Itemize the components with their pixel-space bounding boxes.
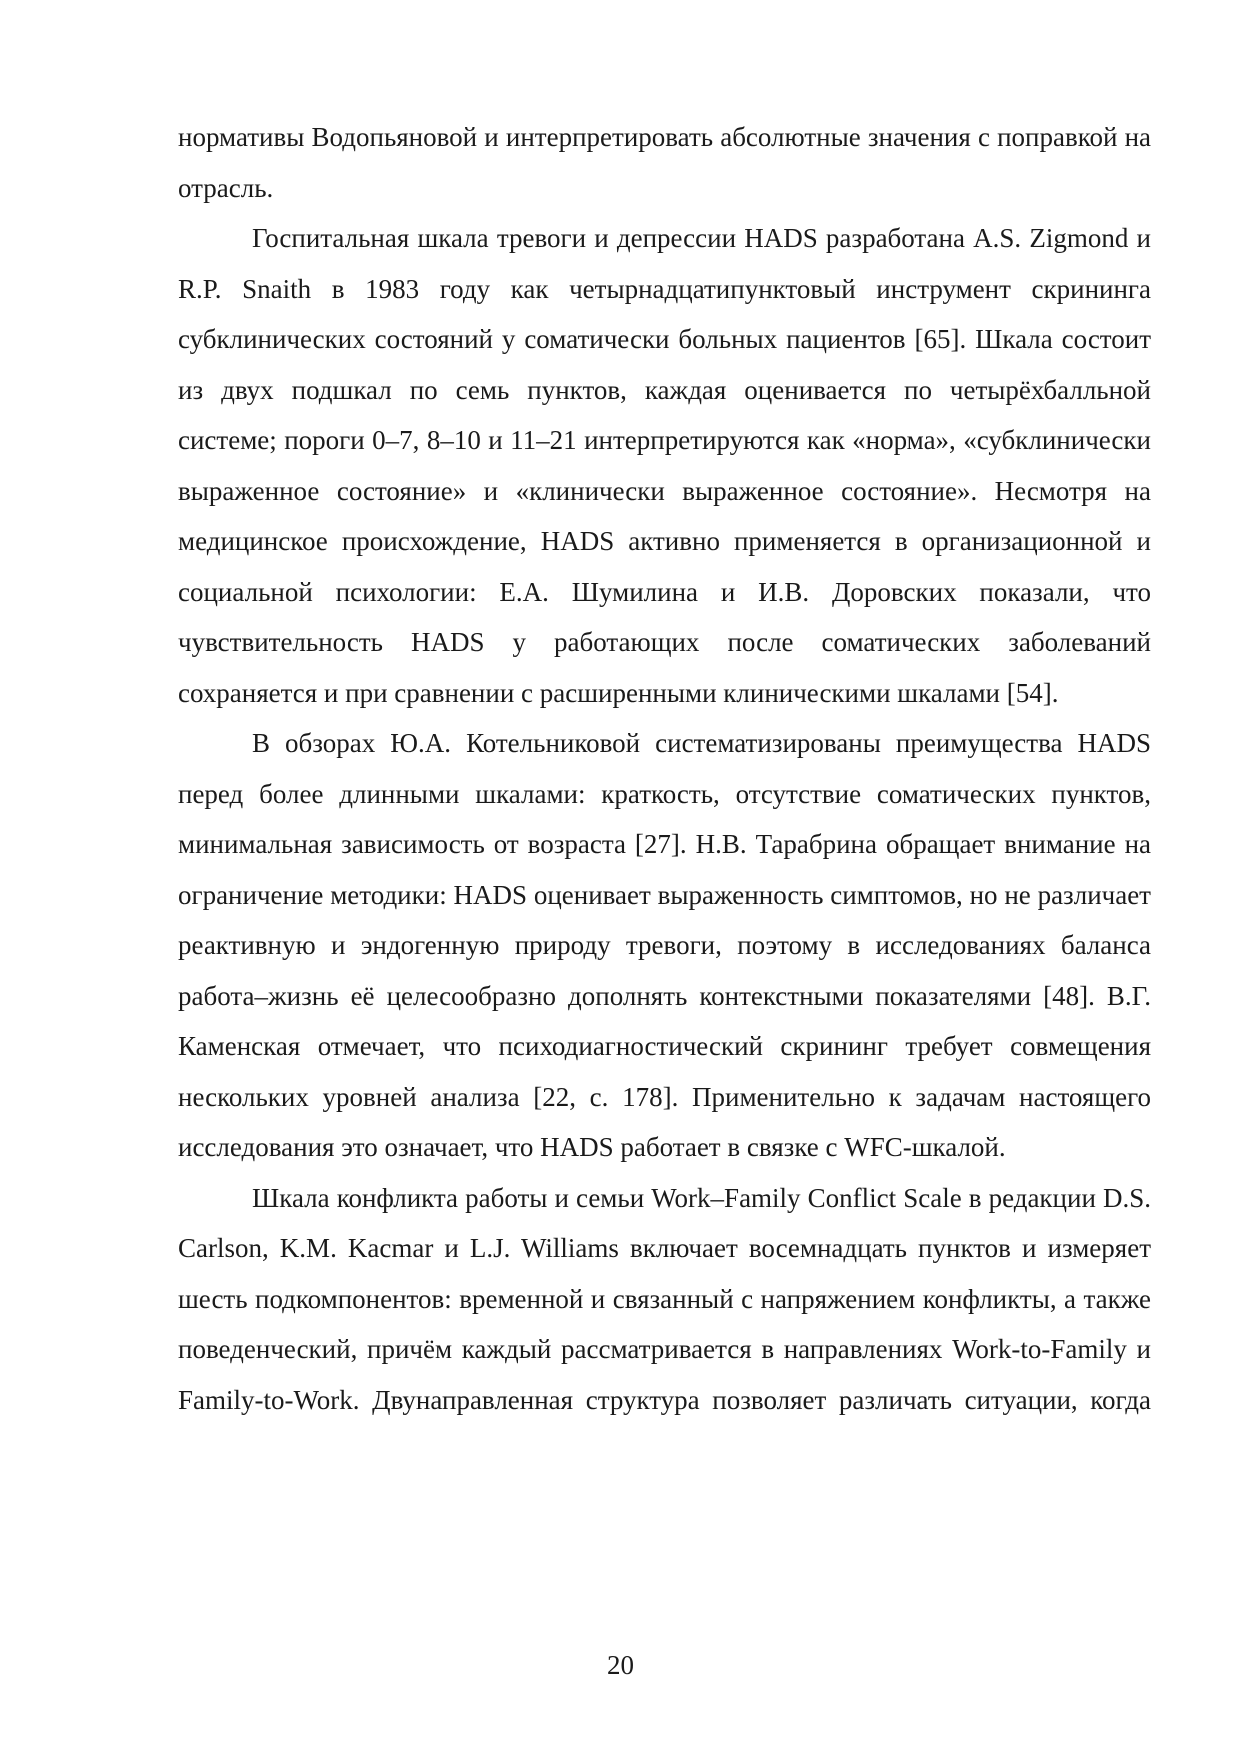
page-number: 20 xyxy=(607,1650,634,1680)
text-body xyxy=(178,112,1151,1425)
paragraph-hads-description: Госпитальная шкала тревоги и депрессии HADS разработана A.S. Zigmond и R.P. Snaith в 1983 году как четырнадцатипунктовый инструмент скрининга субклинических состояний у соматически больных пациентов [65]. Шкала состоит из двух подшкал по семь пунктов, каждая оценивается по четырёхбалльной системе; пороги 0–7, 8–10 и 11–21 интерпретируются как «норма», «субклинически выраженное состояние» и «клинически выраженное состояние». Несмотря на медицинское происхождение, HADS активно применяется в организационной и социальной психологии: Е.А. Шумилина и И.В. Доровских показали, что чувствительность HADS у работающих после соматических заболеваний сохраняется и при сравнении с расширенными клиническими шкалами [54]. xyxy=(178,223,1151,708)
paragraph-wfc-scale: Шкала конфликта работы и семьи Work–Family Conflict Scale в редакции D.S. Carlson, K.M. Kacmar и L.J. Williams включает восемнадцать пунктов и измеряет шесть подкомпонентов: временной и связанный с напряжением конфликты, а также поведенческий, причём каждый рассматривается в направлениях Work-to-Family и Family-to-Work. Двунаправленная структура позволяет различать ситуации, когда xyxy=(178,1182,1151,1415)
paragraph-continuation: нормативы Водопьяновой и интерпретировать абсолютные значения с поправкой на отрасль. xyxy=(178,122,1151,203)
paragraph-hads-review: В обзорах Ю.А. Котельниковой систематизированы преимущества HADS перед более длинными шкалами: краткость, отсутствие соматических пунктов, минимальная зависимость от возраста [27]. Н.В. Тарабрина обращает внимание на ограничение методики: HADS оценивает выраженность симптомов, но не различает реактивную и эндогенную природу тревоги, поэтому в исследованиях баланса работа–жизнь её целесообразно дополнять контекстными показателями [48]. В.Г. Каменская отмечает, что психодиагностический скрининг требует совмещения нескольких уровней анализа [22, с. 178]. Применительно к задачам настоящего исследования это означает, что HADS работает в связке с WFC-шкалой. xyxy=(178,728,1151,1162)
